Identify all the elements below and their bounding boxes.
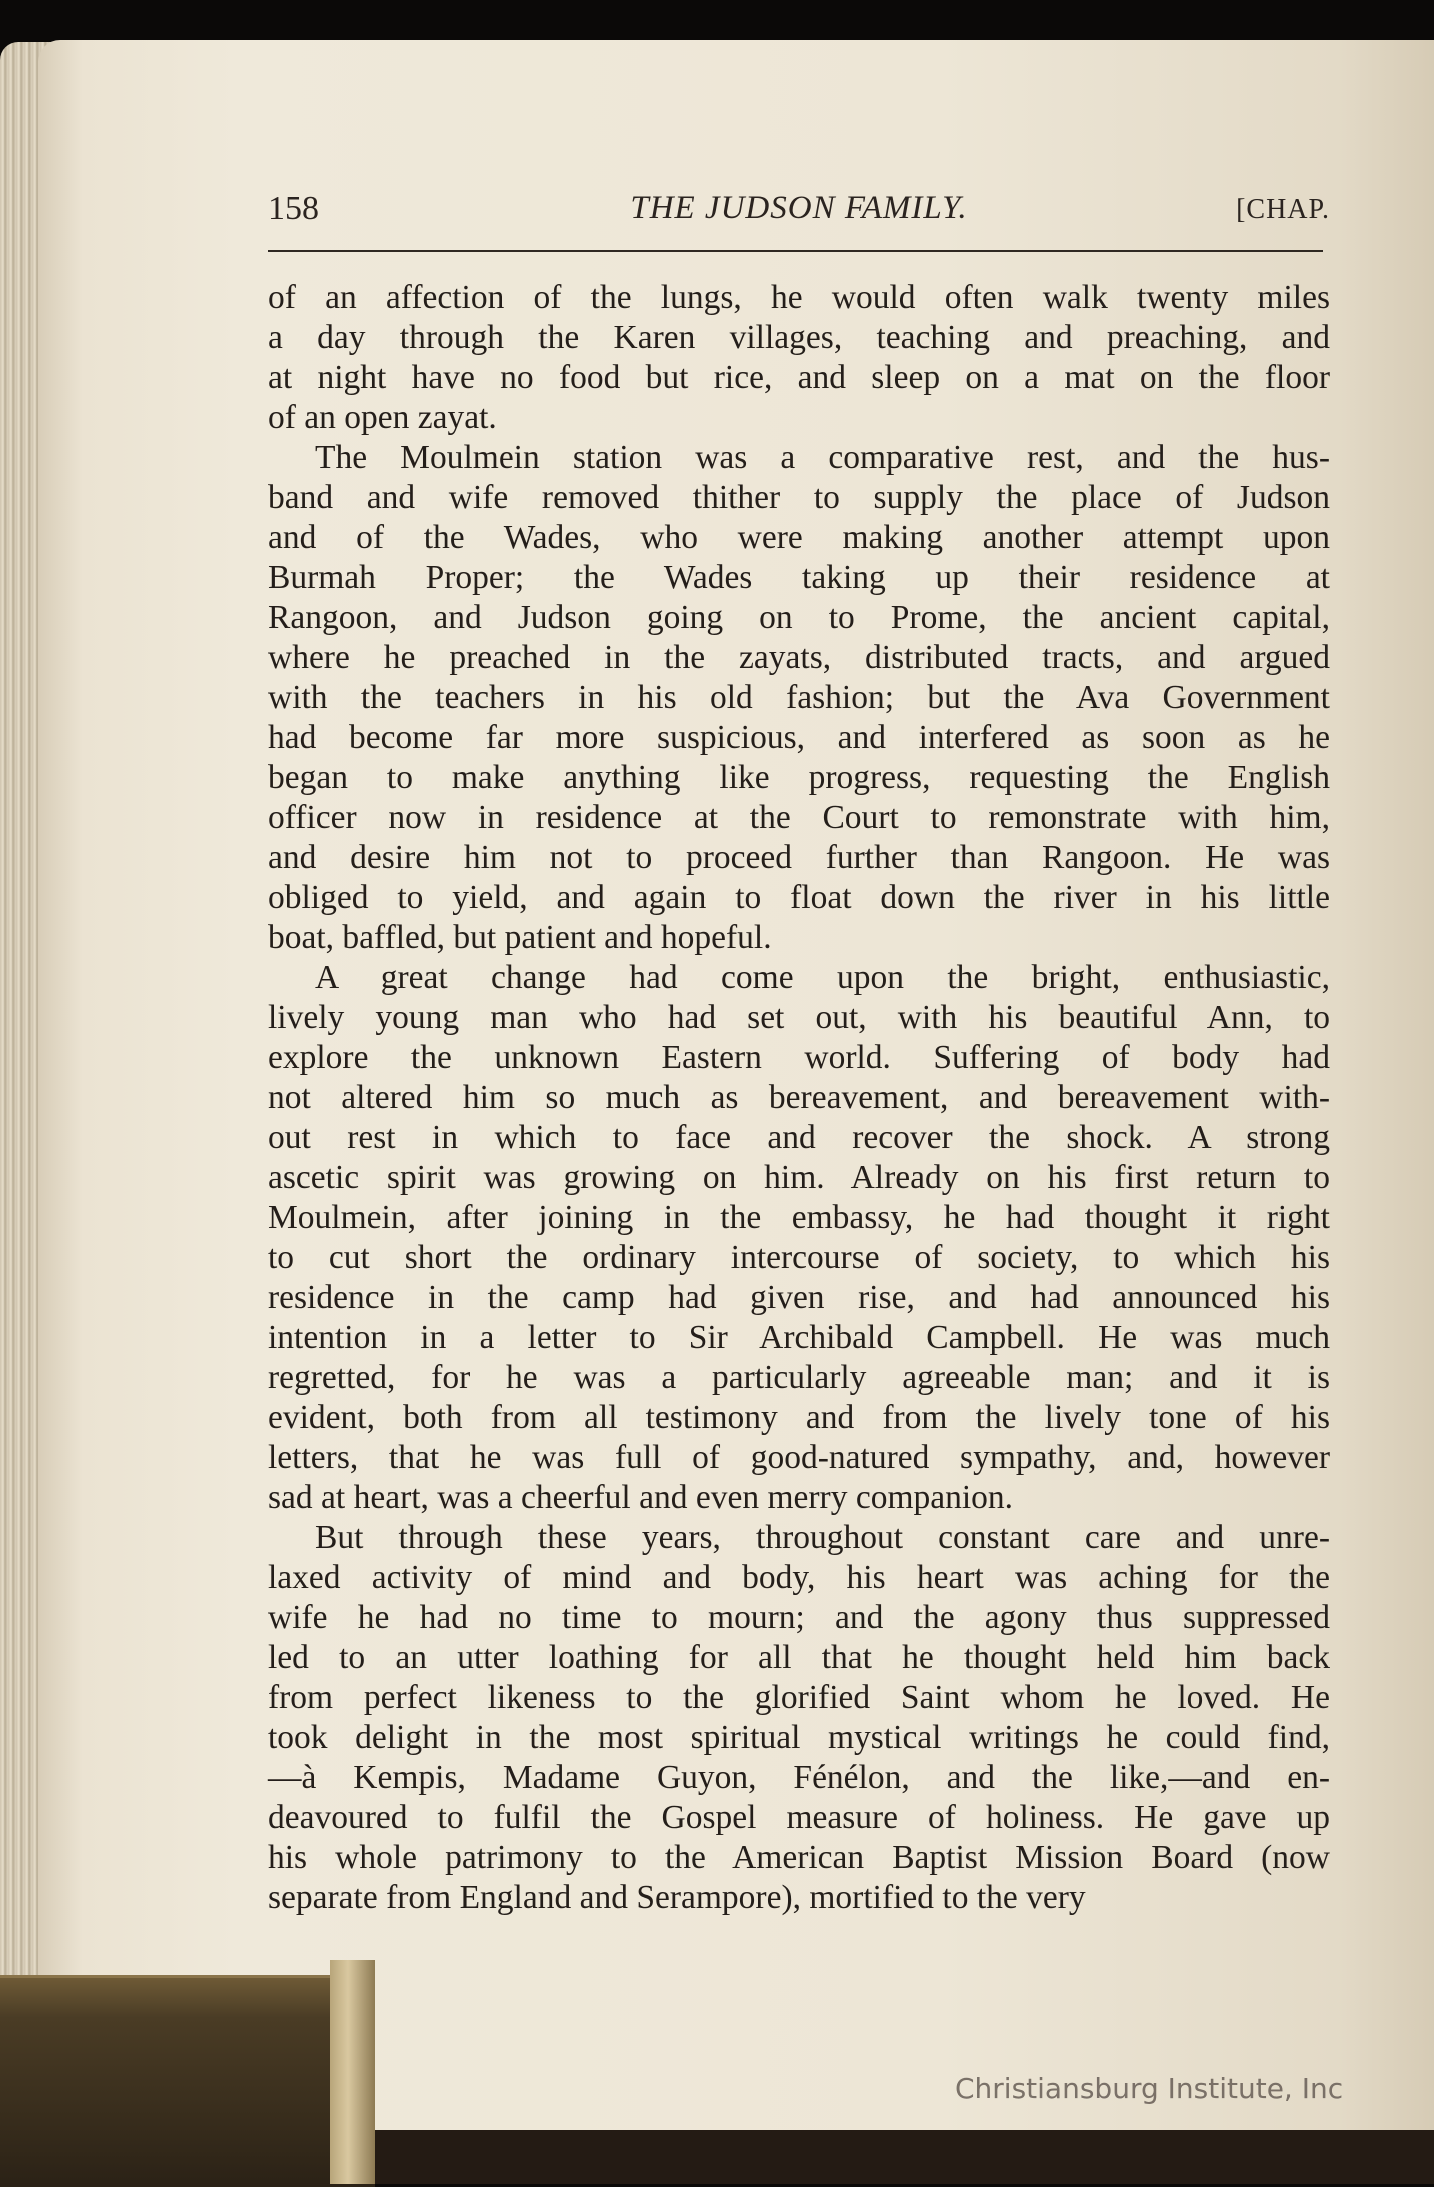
text-line: sad at heart, was a cheerful and even merry companion.: [268, 1479, 1014, 1516]
text-line: and desire him not to proceed further than Rangoon. He was: [268, 839, 1330, 876]
book-cover-corner: [0, 1975, 375, 2187]
text-line: laxed activity of mind and body, his heart was aching for the: [268, 1559, 1330, 1596]
text-line: explore the unknown Eastern world. Suffering of body had: [268, 1039, 1330, 1076]
text-line: evident, both from all testimony and from the lively tone of his: [268, 1399, 1330, 1436]
text-line: began to make anything like progress, requesting the English: [268, 759, 1330, 796]
book-cover-edge: [330, 1960, 375, 2184]
text-line: regretted, for he was a particularly agreeable man; and it is: [268, 1359, 1330, 1396]
text-line: deavoured to fulfil the Gospel measure of holiness. He gave up: [268, 1799, 1330, 1836]
page-number: 158: [268, 190, 319, 227]
text-line: boat, baffled, but patient and hopeful.: [268, 919, 772, 956]
chapter-mark: [CHAP.: [1236, 194, 1330, 225]
text-line: with the teachers in his old fashion; but the Ava Government: [268, 679, 1330, 716]
text-line: The Moulmein station was a comparative rest, and the hus-: [315, 439, 1330, 476]
text-line: ascetic spirit was growing on him. Already on his first return to: [268, 1159, 1330, 1196]
text-line: wife he had no time to mourn; and the agony thus suppressed: [268, 1599, 1330, 1636]
text-line: residence in the camp had given rise, and had announced his: [268, 1279, 1330, 1316]
text-line: obliged to yield, and again to float down the river in his little: [268, 879, 1330, 916]
watermark-text: Christiansburg Institute, Inc: [955, 2072, 1344, 2105]
text-line: from perfect likeness to the glorified Saint whom he loved. He: [268, 1679, 1330, 1716]
page-header: [268, 190, 1330, 236]
text-line: Rangoon, and Judson going on to Prome, the ancient capital,: [268, 599, 1330, 636]
text-line: A great change had come upon the bright, enthusiastic,: [315, 959, 1330, 996]
text-line: lively young man who had set out, with his beautiful Ann, to: [268, 999, 1330, 1036]
body-text: [268, 278, 1330, 1918]
text-line: But through these years, throughout constant care and unre-: [315, 1519, 1330, 1556]
text-line: out rest in which to face and recover the shock. A strong: [268, 1119, 1330, 1156]
text-line: his whole patrimony to the American Baptist Mission Board (now: [268, 1839, 1330, 1876]
text-line: officer now in residence at the Court to remonstrate with him,: [268, 799, 1330, 836]
text-line: not altered him so much as bereavement, and bereavement with-: [268, 1079, 1330, 1116]
text-line: a day through the Karen villages, teaching and preaching, and: [268, 319, 1330, 356]
text-line: had become far more suspicious, and interfered as soon as he: [268, 719, 1330, 756]
text-line: where he preached in the zayats, distributed tracts, and argued: [268, 639, 1330, 676]
text-line: at night have no food but rice, and sleep on a mat on the floor: [268, 359, 1330, 396]
header-rule: [268, 250, 1323, 252]
text-line: band and wife removed thither to supply the place of Judson: [268, 479, 1330, 516]
text-line: of an open zayat.: [268, 399, 497, 436]
text-line: and of the Wades, who were making another attempt upon: [268, 519, 1330, 556]
text-line: —à Kempis, Madame Guyon, Fénélon, and the like,—and en-: [268, 1759, 1330, 1796]
text-line: Moulmein, after joining in the embassy, he had thought it right: [268, 1199, 1330, 1236]
text-line: of an affection of the lungs, he would often walk twenty miles: [268, 279, 1330, 316]
text-line: to cut short the ordinary intercourse of society, to which his: [268, 1239, 1330, 1276]
page-bottom-shadow: [360, 2130, 1434, 2184]
text-line: separate from England and Serampore), mortified to the very: [268, 1879, 1086, 1916]
text-line: Burmah Proper; the Wades taking up their residence at: [268, 559, 1330, 596]
running-title: THE JUDSON FAMILY.: [630, 190, 968, 226]
text-line: took delight in the most spiritual mystical writings he could find,: [268, 1719, 1330, 1756]
text-line: led to an utter loathing for all that he thought held him back: [268, 1639, 1330, 1676]
text-line: intention in a letter to Sir Archibald Campbell. He was much: [268, 1319, 1330, 1356]
text-line: letters, that he was full of good-natured sympathy, and, however: [268, 1439, 1330, 1476]
